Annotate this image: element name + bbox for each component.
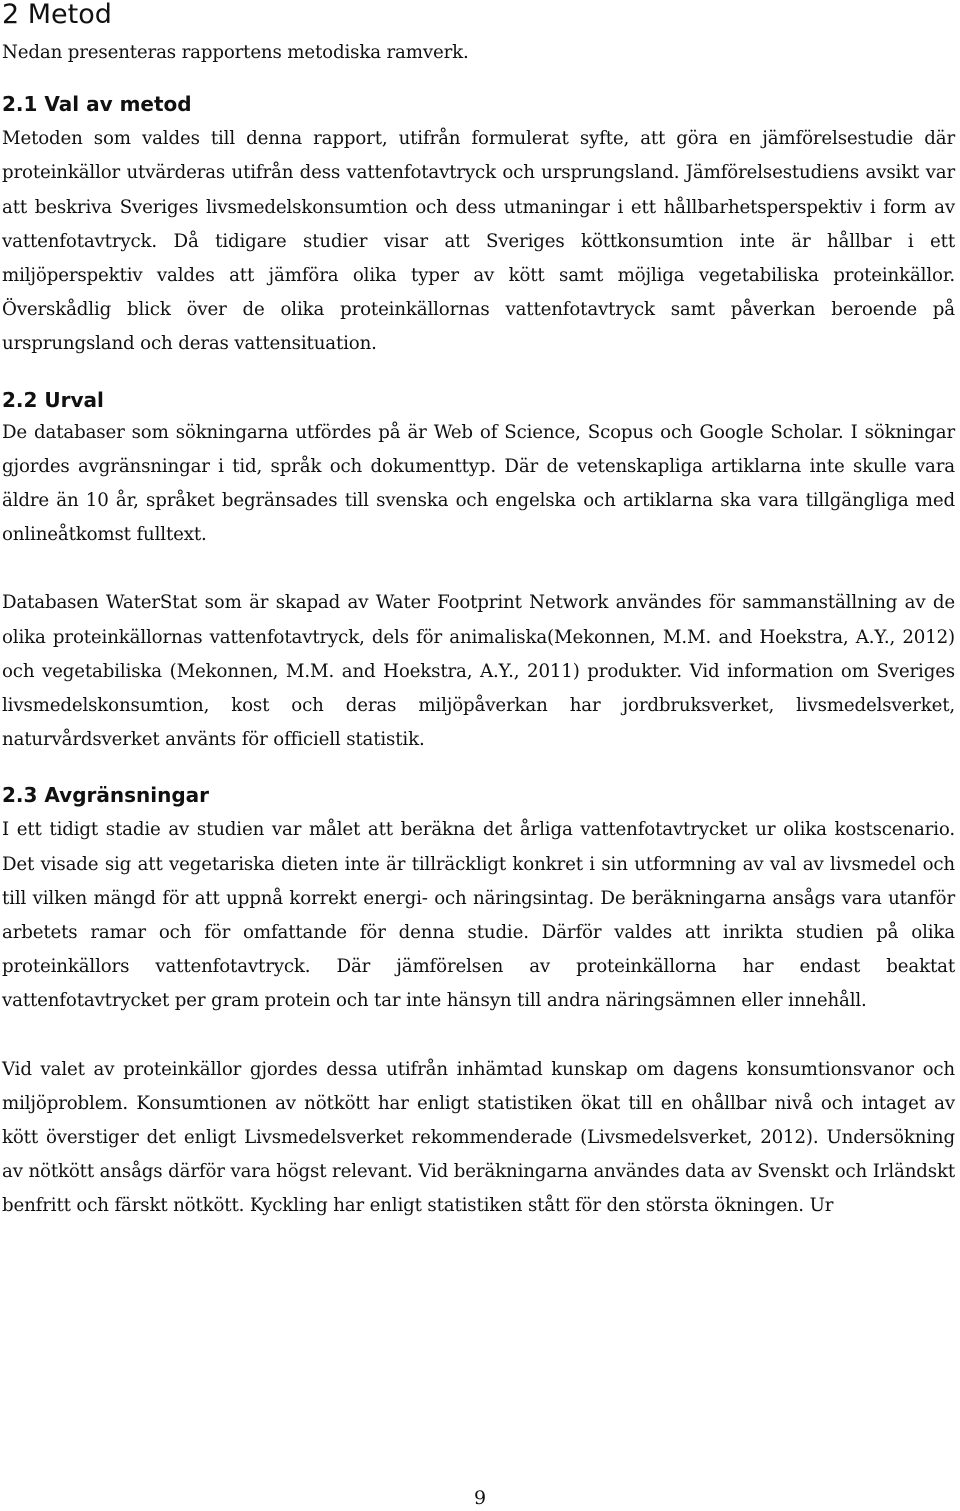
section-paragraph-avgransningar-2: Vid valet av proteinkällor gjordes dessa utifrån inhämtad kunskap om dagens konsumtionsvanor och miljöproblem. Konsumtionen av nötkött har enligt statistiken ökat till en ohållbar nivå och intaget av kött överstiger det enligt Livsmedelsverket rekommenderade (Livsmedelsverket, 2012). Undersökning av nötkött ansågs därför vara högst relevant. Vid beräkningarna användes data av Svenskt och Irländskt benfritt och färskt nötkött. Kyckling har enligt statistiken stått för den största ökningen. Ur [2,1058,955,1217]
section-paragraph-urval-1: De databaser som sökningarna utfördes på är Web of Science, Scopus och Google Scholar. I sökningar gjordes avgränsningar i tid, språk och dokumenttyp. Där de vetenskapliga artiklarna inte skulle vara äldre än 10 år, språket begränsades till svenska och engelska och artiklarna ska vara tillgängliga med onlineåtkomst fulltext. [2,421,955,546]
page-number: 9 [473,1487,487,1509]
section-heading-avgransningar: 2.3 Avgränsningar [2,783,210,808]
section-paragraph-urval-2: Databasen WaterStat som är skapad av Water Footprint Network användes för sammanställning av de olika proteinkällornas vattenfotavtryck, dels för animaliska(Mekonnen, M.M. and Hoekstra, A.Y., 2012) och vegetabiliska (Mekonnen, M.M. and Hoekstra, A.Y., 2011) produkter. Vid information om Sveriges livsmedelskonsumtion, kost och deras miljöpåverkan har jordbruksverket, livsmedelsverket, naturvårdsverket använts för officiell statistik. [2,592,955,751]
section-paragraph-val-av-metod: Metoden som valdes till denna rapport, utifrån formulerat syfte, att göra en jämförelsestudie där proteinkällor utvärderas utifrån dess vattenfotavtryck och ursprungsland. Jämförelsestudiens avsikt var att beskriva Sveriges livsmedelskonsumtion och dess utmaningar i ett hållbarhetsperspektiv i form av vattenfotavtryck. Då tidigare studier visar att Sveriges köttkonsumtion inte är hållbar i ett miljöperspektiv valdes att jämföra olika typer av kött samt möjliga vegetabiliska proteinkällor. Överskådlig blick över de olika proteinkällornas vattenfotavtryck samt påverkan beroende på ursprungsland och deras vattensituation. [2,128,955,355]
chapter-intro: Nedan presenteras rapportens metodiska ramverk. [2,42,469,63]
document-page [2,0,955,1224]
section-paragraph-avgransningar-1: I ett tidigt stadie av studien var målet att beräkna det årliga vattenfotavtrycket ur olika kostscenario. Det visade sig att vegetariska dieten inte är tillräckligt konkret i sin utformning av val av livsmedel och till vilken mängd för att uppnå korrekt energi- och näringsintag. De beräkningarna ansågs vara utanför arbetets ramar och för omfattande för denna studie. Därför valdes att inrikta studien på olika proteinkällors vattenfotavtryck. Där jämförelsen av proteinkällorna har endast beaktat vattenfotavtrycket per gram protein och tar inte hänsyn till andra näringsämnen eller innehåll. [2,819,955,1012]
section-heading-urval: 2.2 Urval [2,387,104,412]
chapter-title: 2 Metod [2,0,112,30]
section-heading-val-av-metod: 2.1 Val av metod [2,92,192,117]
